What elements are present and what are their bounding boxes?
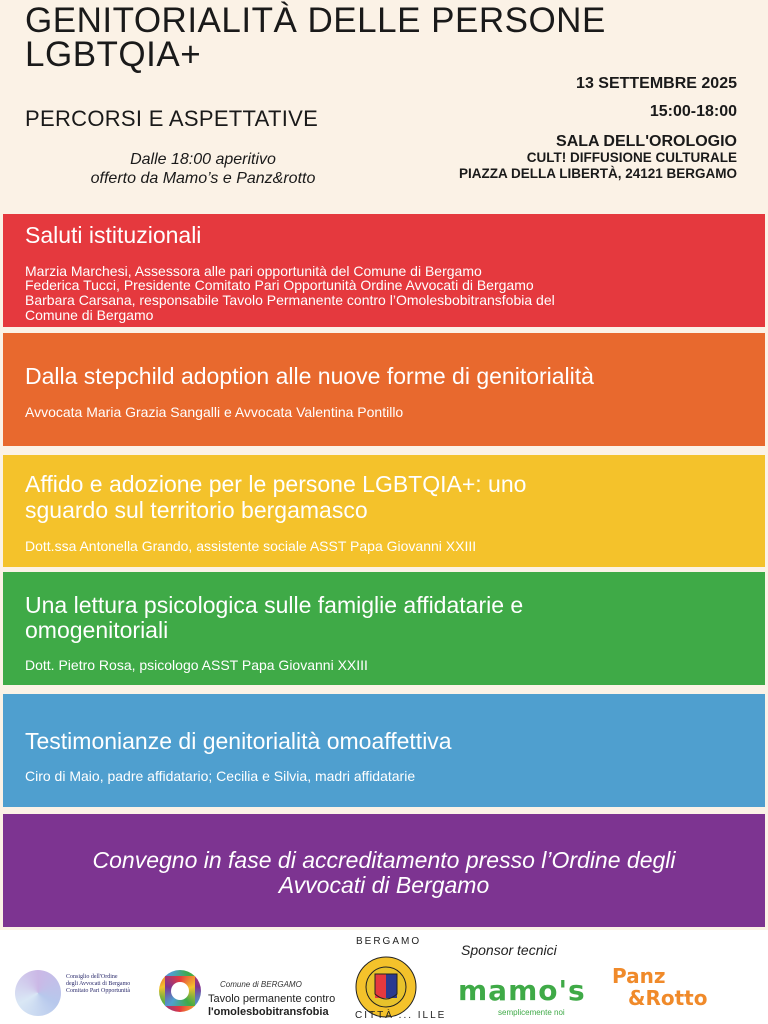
tavolo-permanente-logo <box>159 970 201 1012</box>
footer-logos <box>0 930 768 1024</box>
session-speaker-1: Dott.ssa Antonella Grando, assistente sociale ASST Papa Giovanni XXIII <box>25 538 477 554</box>
ordine-line-3: Comitato Pari Opportunità <box>66 988 130 994</box>
session-speaker-4: Comune di Bergamo <box>25 307 154 323</box>
session-psicologica <box>3 572 765 685</box>
event-time: 15:00-18:00 <box>649 103 737 120</box>
aperitivo-line-2: offerto da Mamo’s e Panz&rotto <box>90 170 316 187</box>
session-speaker-3: Barbara Carsana, responsabile Tavolo Permanente contro l’Omolesbobitransfobia del <box>25 292 555 308</box>
accreditation-line-1: Convegno in fase di accreditamento presso l’Ordine degli <box>92 847 676 873</box>
tavolo-line-2: l'omolesbobitransfobia <box>208 1006 329 1018</box>
session-title: Dalla stepchild adoption alle nuove forme di genitorialità <box>25 363 594 389</box>
tavolo-line-1: Tavolo permanente contro <box>208 993 336 1005</box>
event-date: 13 SETTEMBRE 2025 <box>576 75 737 92</box>
session-affido <box>3 455 765 567</box>
accreditation-note <box>3 814 765 927</box>
session-speaker-2: Federica Tucci, Presidente Comitato Pari Opportunità Ordine Avvocati di Bergamo <box>25 277 534 293</box>
ordine-line-1: Consiglio dell'Ordine <box>66 974 118 980</box>
bergamo-crest-top: BERGAMO <box>356 936 422 947</box>
event-info <box>459 75 737 182</box>
session-stepchild <box>3 333 765 446</box>
panz-logo-line-1: Panz <box>612 964 666 988</box>
accreditation-line-2: Avvocati di Bergamo <box>278 872 490 898</box>
session-speaker-1: Ciro di Maio, padre affidatario; Cecilia e Silvia, madri affidatarie <box>25 768 416 784</box>
session-speaker-1: Marzia Marchesi, Assessora alle pari opportunità del Comune di Bergamo <box>25 263 482 279</box>
aperitivo-line-1: Dalle 18:00 aperitivo <box>130 151 276 168</box>
session-speaker-1: Avvocata Maria Grazia Sangalli e Avvocata Valentina Pontillo <box>25 404 404 420</box>
session-title-line-1: Una lettura psicologica sulle famiglie affidatarie e <box>25 592 524 618</box>
page-title: GENITORIALITÀ DELLE PERSONE LGBTQIA+ <box>25 1 606 74</box>
event-venue-org: CULT! DIFFUSIONE CULTURALE <box>526 150 737 165</box>
mamos-logo: mamo's <box>458 974 586 1007</box>
ordine-avvocati-logo <box>15 970 61 1016</box>
session-title-line-1: Affido e adozione per le persone LGBTQIA+: uno <box>25 471 527 497</box>
page-subtitle: PERCORSI E ASPETTATIVE <box>25 106 319 131</box>
sponsor-label: Sponsor tecnici <box>461 942 557 958</box>
ordine-line-2: degli Avvocati di Bergamo <box>66 981 131 987</box>
session-title: Testimonianze di genitorialità omoaffettiva <box>25 728 452 754</box>
panz-logo-line-2: &Rotto <box>628 986 708 1010</box>
session-testimonianze <box>3 694 765 807</box>
session-speaker-1: Dott. Pietro Rosa, psicologo ASST Papa Giovanni XXIII <box>25 657 368 673</box>
ordine-avvocati-text <box>66 974 130 995</box>
event-venue: SALA DELL'OROLOGIO <box>556 133 737 150</box>
session-title: Saluti istituzionali <box>25 222 202 248</box>
accreditation-text <box>3 848 765 898</box>
bergamo-crest-bottom: CITTÀ ... ILLE <box>355 1010 447 1021</box>
aperitivo-note <box>58 150 348 188</box>
event-venue-address: PIAZZA DELLA LIBERTÀ, 24121 BERGAMO <box>458 166 737 181</box>
comune-label: Comune di BERGAMO <box>220 980 302 989</box>
session-saluti <box>3 214 765 327</box>
session-title-line-2: sguardo sul territorio bergamasco <box>25 497 368 523</box>
session-title-line-2: omogenitoriali <box>25 617 169 643</box>
header <box>0 0 768 212</box>
mamos-tagline: semplicemente noi <box>498 1008 565 1017</box>
